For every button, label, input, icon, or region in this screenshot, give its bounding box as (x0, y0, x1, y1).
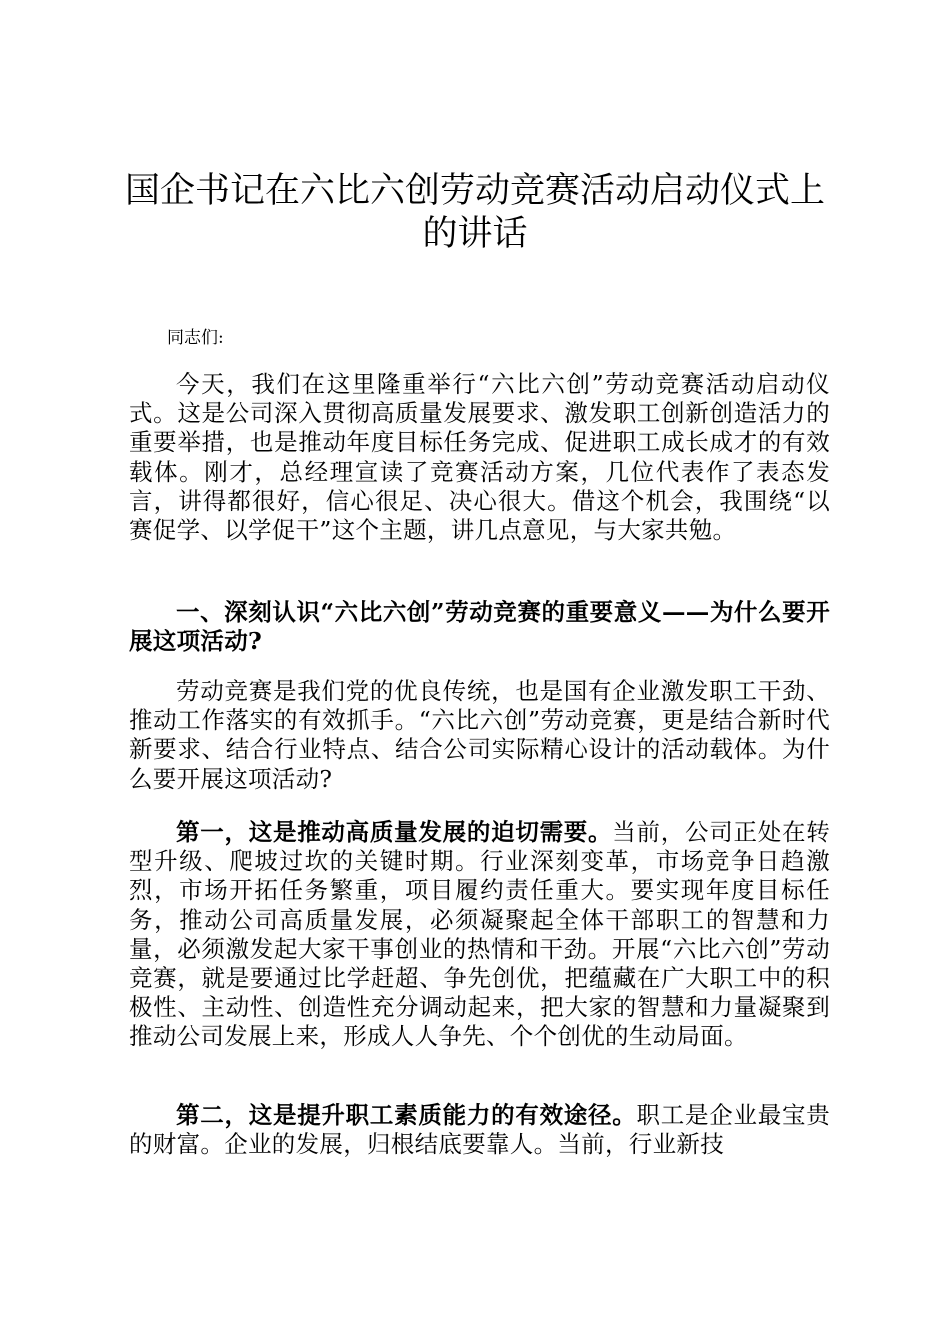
point-one-body: 当前，公司正处在转型升级、爬坡过坎的关键时期。行业深刻变革，市场竞争日趋激烈，市场开拓任务繁重，项目履约责任重大。要实现年度目标任务，推动公司高质量发展，必须凝聚起全体干部职工的智慧和力量，必须激发起大家干事创业的热情和干劲。开展“六比六创”劳动竞赛，就是要通过比学赶超、争先创优，把蕴藏在广大职工中的积极性、主动性、创造性充分调动起来，把大家的智慧和力量凝聚到推动公司发展上来，形成人人争先、个个创优的生动局面。 (129, 818, 831, 1051)
salutation: 同志们: (167, 328, 224, 348)
point-two-lead: 第二，这是提升职工素质能力的有效途径。 (176, 1101, 637, 1129)
paragraph-section-one-intro: 劳动竞赛是我们党的优良传统，也是国有企业激发职工干劲、推动工作落实的有效抓手。“六比六创”劳动竞赛，更是结合新时代新要求、结合行业特点、结合公司实际精心设计的活动载体。为什么要开展这项活动? (129, 677, 830, 793)
paragraph-opening: 今天，我们在这里隆重举行“六比六创”劳动竞赛活动启动仪式。这是公司深入贯彻高质量发展要求、激发职工创新创造活力的重要举措，也是推动年度目标任务完成、促进职工成长成才的有效载体。刚才，总经理宣读了竞赛活动方案，几位代表作了表态发言，讲得都很好，信心很足、决心很大。借这个机会，我围绕“以赛促学、以学促干”这个主题，讲几点意见，与大家共勉。 (129, 370, 830, 545)
document-title: 国企书记在六比六创劳动竞赛活动启动仪式上的讲话 (124, 171, 825, 254)
paragraph-point-two (129, 1101, 830, 1159)
section-heading-one: 一、深刻认识“六比六创”劳动竞赛的重要意义——为什么要开展这项活动? (129, 598, 830, 656)
point-one-lead: 第一，这是推动高质量发展的迫切需要。 (176, 818, 613, 846)
paragraph-point-one (129, 818, 830, 1052)
point-two-body: 职工是企业最宝贵的财富。企业的发展，归根结底要靠人。当前，行业新技 (129, 1101, 830, 1159)
